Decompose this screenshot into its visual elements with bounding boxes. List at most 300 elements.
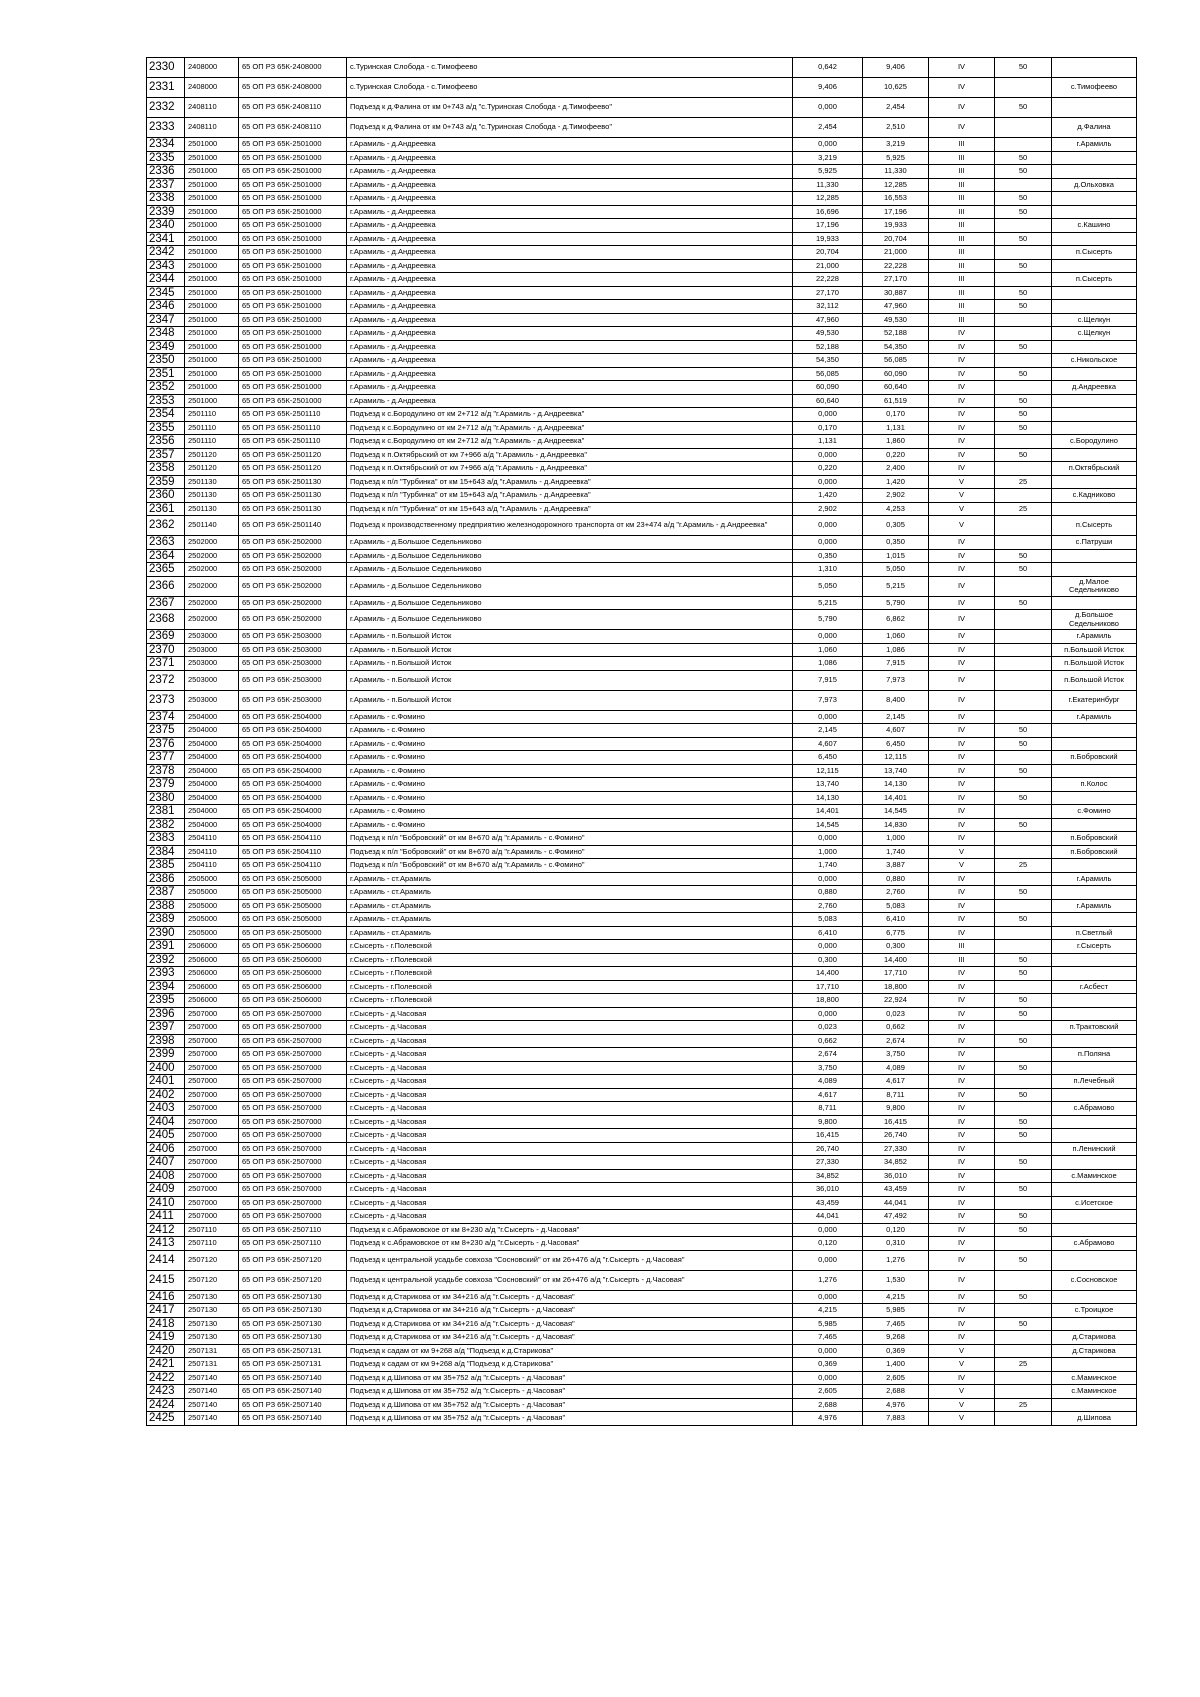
cell-road-category: V <box>929 1385 995 1399</box>
cell-speed-limit <box>995 690 1052 710</box>
cell-road-category: IV <box>929 58 995 78</box>
cell-start-km: 0,000 <box>793 475 863 489</box>
cell-road-category: IV <box>929 630 995 644</box>
table-row <box>147 381 1137 395</box>
cell-speed-limit: 50 <box>995 913 1052 927</box>
cell-end-km: 27,170 <box>863 273 929 287</box>
cell-road-category: III <box>929 259 995 273</box>
table-row <box>147 489 1137 503</box>
table-body <box>147 58 1137 1426</box>
cell-road-name: г.Сысерть - г.Полевской <box>347 940 793 954</box>
cell-row-number: 2373 <box>147 690 185 710</box>
cell-start-km: 0,000 <box>793 940 863 954</box>
cell-end-km: 2,760 <box>863 886 929 900</box>
cell-road-name: г.Арамиль - д.Андреевка <box>347 192 793 206</box>
cell-settlement: п.Бобровский <box>1052 751 1137 765</box>
cell-speed-limit: 25 <box>995 1398 1052 1412</box>
table-row <box>147 576 1137 596</box>
cell-row-number: 2394 <box>147 980 185 994</box>
cell-start-km: 4,215 <box>793 1304 863 1318</box>
cell-speed-limit <box>995 643 1052 657</box>
cell-speed-limit <box>995 1412 1052 1426</box>
table-row <box>147 259 1137 273</box>
cell-road-id-number: 65 ОП РЗ 65К-2504110 <box>239 845 347 859</box>
cell-end-km: 47,960 <box>863 300 929 314</box>
cell-settlement <box>1052 165 1137 179</box>
cell-road-category: V <box>929 1398 995 1412</box>
cell-road-code: 2501000 <box>185 246 239 260</box>
cell-end-km: 4,976 <box>863 1398 929 1412</box>
cell-road-category: IV <box>929 327 995 341</box>
cell-row-number: 2355 <box>147 421 185 435</box>
cell-settlement: с.Кадниково <box>1052 489 1137 503</box>
table-row <box>147 502 1137 516</box>
cell-end-km: 1,860 <box>863 435 929 449</box>
cell-end-km: 18,800 <box>863 980 929 994</box>
cell-start-km: 12,115 <box>793 764 863 778</box>
table-row <box>147 516 1137 536</box>
cell-road-code: 2501140 <box>185 516 239 536</box>
cell-road-category: IV <box>929 1371 995 1385</box>
cell-road-code: 2501000 <box>185 232 239 246</box>
cell-speed-limit <box>995 1102 1052 1116</box>
cell-road-code: 2504110 <box>185 845 239 859</box>
cell-start-km: 22,228 <box>793 273 863 287</box>
cell-road-id-number: 65 ОП РЗ 65К-2503000 <box>239 643 347 657</box>
cell-road-id-number: 65 ОП РЗ 65К-2507000 <box>239 1021 347 1035</box>
table-row <box>147 1210 1137 1224</box>
cell-road-name: Подъезд к с.Бородулино от км 2+712 а/д "г.Арамиль - д.Андреевка" <box>347 421 793 435</box>
cell-speed-limit <box>995 1304 1052 1318</box>
cell-start-km: 1,000 <box>793 845 863 859</box>
table-row <box>147 286 1137 300</box>
cell-speed-limit <box>995 1344 1052 1358</box>
cell-road-id-number: 65 ОП РЗ 65К-2507000 <box>239 1075 347 1089</box>
cell-row-number: 2364 <box>147 549 185 563</box>
cell-row-number: 2416 <box>147 1290 185 1304</box>
cell-row-number: 2402 <box>147 1088 185 1102</box>
table-row <box>147 778 1137 792</box>
cell-end-km: 6,775 <box>863 926 929 940</box>
table-row <box>147 98 1137 118</box>
cell-settlement <box>1052 886 1137 900</box>
cell-road-id-number: 65 ОП РЗ 65К-2505000 <box>239 913 347 927</box>
cell-road-code: 2507000 <box>185 1183 239 1197</box>
cell-road-code: 2504000 <box>185 710 239 724</box>
cell-road-category: IV <box>929 98 995 118</box>
cell-row-number: 2367 <box>147 596 185 610</box>
cell-road-name: Подъезд к д.Шипова от км 35+752 а/д "г.Сысерть - д.Часовая" <box>347 1385 793 1399</box>
cell-road-name: г.Арамиль - п.Большой Исток <box>347 630 793 644</box>
cell-speed-limit <box>995 118 1052 138</box>
cell-settlement: с.Патруши <box>1052 536 1137 550</box>
cell-end-km: 1,060 <box>863 630 929 644</box>
road-register-table <box>146 57 1137 1426</box>
cell-settlement <box>1052 967 1137 981</box>
cell-road-name: г.Арамиль - д.Большое Седельниково <box>347 563 793 577</box>
cell-road-code: 2501000 <box>185 178 239 192</box>
cell-speed-limit: 50 <box>995 259 1052 273</box>
cell-end-km: 5,925 <box>863 151 929 165</box>
cell-road-category: IV <box>929 1270 995 1290</box>
table-row <box>147 435 1137 449</box>
cell-road-id-number: 65 ОП РЗ 65К-2502000 <box>239 610 347 630</box>
cell-road-name: с.Туринская Слобода - с.Тимофеево <box>347 78 793 98</box>
cell-speed-limit <box>995 670 1052 690</box>
cell-end-km: 3,750 <box>863 1048 929 1062</box>
cell-row-number: 2400 <box>147 1061 185 1075</box>
cell-road-code: 2502000 <box>185 576 239 596</box>
cell-start-km: 27,330 <box>793 1156 863 1170</box>
cell-road-id-number: 65 ОП РЗ 65К-2507130 <box>239 1331 347 1345</box>
cell-road-category: IV <box>929 340 995 354</box>
cell-start-km: 8,711 <box>793 1102 863 1116</box>
cell-road-code: 2507110 <box>185 1223 239 1237</box>
cell-row-number: 2404 <box>147 1115 185 1129</box>
table-row <box>147 178 1137 192</box>
cell-road-name: г.Арамиль - с.Фомино <box>347 778 793 792</box>
cell-start-km: 5,985 <box>793 1317 863 1331</box>
cell-end-km: 52,188 <box>863 327 929 341</box>
cell-settlement <box>1052 1061 1137 1075</box>
cell-road-code: 2506000 <box>185 994 239 1008</box>
cell-road-code: 2507140 <box>185 1398 239 1412</box>
cell-road-name: Подъезд к д.Шипова от км 35+752 а/д "г.Сысерть - д.Часовая" <box>347 1398 793 1412</box>
cell-settlement <box>1052 300 1137 314</box>
cell-speed-limit: 50 <box>995 394 1052 408</box>
table-row <box>147 1034 1137 1048</box>
cell-end-km: 0,310 <box>863 1237 929 1251</box>
cell-road-category: IV <box>929 872 995 886</box>
cell-end-km: 2,400 <box>863 462 929 476</box>
cell-road-id-number: 65 ОП РЗ 65К-2504000 <box>239 791 347 805</box>
cell-speed-limit <box>995 381 1052 395</box>
cell-start-km: 5,790 <box>793 610 863 630</box>
cell-row-number: 2360 <box>147 489 185 503</box>
cell-speed-limit <box>995 845 1052 859</box>
cell-end-km: 2,605 <box>863 1371 929 1385</box>
cell-road-name: г.Арамиль - д.Андреевка <box>347 286 793 300</box>
cell-end-km: 13,740 <box>863 764 929 778</box>
cell-settlement <box>1052 1034 1137 1048</box>
cell-speed-limit <box>995 1075 1052 1089</box>
cell-road-code: 2501000 <box>185 381 239 395</box>
cell-settlement <box>1052 563 1137 577</box>
cell-speed-limit <box>995 1385 1052 1399</box>
cell-road-name: Подъезд к п.Октябрьский от км 7+966 а/д "г.Арамиль - д.Андреевка" <box>347 462 793 476</box>
cell-road-id-number: 65 ОП РЗ 65К-2504110 <box>239 832 347 846</box>
table-row <box>147 313 1137 327</box>
cell-road-code: 2507110 <box>185 1237 239 1251</box>
cell-road-category: IV <box>929 818 995 832</box>
cell-settlement: п.Поляна <box>1052 1048 1137 1062</box>
cell-speed-limit: 50 <box>995 286 1052 300</box>
cell-road-id-number: 65 ОП РЗ 65К-2502000 <box>239 563 347 577</box>
cell-road-name: Подъезд к п/л "Турбинка" от км 15+643 а/д "г.Арамиль - д.Андреевка" <box>347 475 793 489</box>
cell-road-category: IV <box>929 1007 995 1021</box>
cell-settlement <box>1052 791 1137 805</box>
cell-end-km: 7,915 <box>863 657 929 671</box>
cell-road-id-number: 65 ОП РЗ 65К-2501130 <box>239 489 347 503</box>
cell-end-km: 5,215 <box>863 576 929 596</box>
cell-start-km: 4,617 <box>793 1088 863 1102</box>
cell-end-km: 4,617 <box>863 1075 929 1089</box>
cell-speed-limit: 50 <box>995 408 1052 422</box>
cell-road-category: IV <box>929 690 995 710</box>
cell-settlement <box>1052 549 1137 563</box>
cell-road-code: 2501000 <box>185 219 239 233</box>
cell-speed-limit: 50 <box>995 151 1052 165</box>
cell-row-number: 2391 <box>147 940 185 954</box>
cell-settlement <box>1052 737 1137 751</box>
cell-settlement: п.Бобровский <box>1052 845 1137 859</box>
cell-start-km: 5,083 <box>793 913 863 927</box>
cell-settlement <box>1052 367 1137 381</box>
cell-road-code: 2504000 <box>185 764 239 778</box>
cell-road-id-number: 65 ОП РЗ 65К-2503000 <box>239 670 347 690</box>
cell-road-name: г.Арамиль - д.Андреевка <box>347 300 793 314</box>
cell-end-km: 0,305 <box>863 516 929 536</box>
table-row <box>147 1398 1137 1412</box>
cell-road-id-number: 65 ОП РЗ 65К-2507000 <box>239 1088 347 1102</box>
cell-road-category: V <box>929 1358 995 1372</box>
cell-row-number: 2418 <box>147 1317 185 1331</box>
cell-road-id-number: 65 ОП РЗ 65К-2408110 <box>239 118 347 138</box>
cell-speed-limit: 50 <box>995 1034 1052 1048</box>
cell-road-code: 2507000 <box>185 1129 239 1143</box>
cell-start-km: 56,085 <box>793 367 863 381</box>
cell-road-category: IV <box>929 118 995 138</box>
cell-road-id-number: 65 ОП РЗ 65К-2501000 <box>239 138 347 152</box>
cell-road-name: г.Сысерть - г.Полевской <box>347 967 793 981</box>
cell-row-number: 2396 <box>147 1007 185 1021</box>
cell-road-name: Подъезд к д.Шипова от км 35+752 а/д "г.Сысерть - д.Часовая" <box>347 1412 793 1426</box>
table-row <box>147 327 1137 341</box>
cell-row-number: 2369 <box>147 630 185 644</box>
cell-settlement <box>1052 1129 1137 1143</box>
cell-row-number: 2352 <box>147 381 185 395</box>
cell-settlement: с.Абрамово <box>1052 1102 1137 1116</box>
cell-row-number: 2411 <box>147 1210 185 1224</box>
cell-road-id-number: 65 ОП РЗ 65К-2507000 <box>239 1156 347 1170</box>
cell-row-number: 2358 <box>147 462 185 476</box>
cell-settlement: с.Маминское <box>1052 1385 1137 1399</box>
cell-road-name: Подъезд к д.Старикова от км 34+216 а/д "г.Сысерть - д.Часовая" <box>347 1304 793 1318</box>
cell-speed-limit <box>995 1331 1052 1345</box>
cell-road-category: IV <box>929 1102 995 1116</box>
cell-road-id-number: 65 ОП РЗ 65К-2504000 <box>239 778 347 792</box>
cell-end-km: 56,085 <box>863 354 929 368</box>
cell-settlement: г.Арамиль <box>1052 710 1137 724</box>
cell-road-category: III <box>929 205 995 219</box>
table-row <box>147 192 1137 206</box>
table-row <box>147 899 1137 913</box>
cell-road-name: Подъезд к д.Шипова от км 35+752 а/д "г.Сысерть - д.Часовая" <box>347 1371 793 1385</box>
cell-road-id-number: 65 ОП РЗ 65К-2507000 <box>239 1129 347 1143</box>
cell-road-name: г.Сысерть - д.Часовая <box>347 1115 793 1129</box>
cell-road-category: IV <box>929 536 995 550</box>
cell-road-name: г.Сысерть - д.Часовая <box>347 1129 793 1143</box>
cell-row-number: 2393 <box>147 967 185 981</box>
table-row <box>147 690 1137 710</box>
table-row <box>147 1007 1137 1021</box>
cell-road-name: г.Арамиль - с.Фомино <box>347 764 793 778</box>
cell-speed-limit <box>995 926 1052 940</box>
table-row <box>147 643 1137 657</box>
cell-road-id-number: 65 ОП РЗ 65К-2505000 <box>239 899 347 913</box>
cell-end-km: 20,704 <box>863 232 929 246</box>
cell-road-code: 2502000 <box>185 549 239 563</box>
cell-speed-limit: 50 <box>995 953 1052 967</box>
cell-start-km: 9,406 <box>793 78 863 98</box>
cell-settlement: с.Троицкое <box>1052 1304 1137 1318</box>
cell-road-name: г.Сысерть - д.Часовая <box>347 1169 793 1183</box>
table-row <box>147 1385 1137 1399</box>
cell-row-number: 2362 <box>147 516 185 536</box>
cell-road-code: 2501000 <box>185 354 239 368</box>
cell-road-name: г.Арамиль - с.Фомино <box>347 724 793 738</box>
cell-end-km: 36,010 <box>863 1169 929 1183</box>
cell-road-id-number: 65 ОП РЗ 65К-2501130 <box>239 475 347 489</box>
cell-settlement: с.Маминское <box>1052 1371 1137 1385</box>
cell-speed-limit: 50 <box>995 596 1052 610</box>
table-row <box>147 421 1137 435</box>
cell-road-code: 2501120 <box>185 448 239 462</box>
cell-start-km: 0,369 <box>793 1358 863 1372</box>
cell-row-number: 2333 <box>147 118 185 138</box>
cell-start-km: 43,459 <box>793 1196 863 1210</box>
cell-settlement: г.Арамиль <box>1052 138 1137 152</box>
cell-end-km: 1,276 <box>863 1250 929 1270</box>
cell-road-code: 2505000 <box>185 913 239 927</box>
cell-road-category: IV <box>929 549 995 563</box>
cell-start-km: 7,973 <box>793 690 863 710</box>
cell-settlement <box>1052 475 1137 489</box>
cell-row-number: 2380 <box>147 791 185 805</box>
cell-start-km: 19,933 <box>793 232 863 246</box>
cell-road-id-number: 65 ОП РЗ 65К-2501000 <box>239 219 347 233</box>
cell-settlement: г.Екатеринбург <box>1052 690 1137 710</box>
table-row <box>147 367 1137 381</box>
cell-end-km: 61,519 <box>863 394 929 408</box>
cell-road-id-number: 65 ОП РЗ 65К-2507110 <box>239 1223 347 1237</box>
cell-road-code: 2507000 <box>185 1196 239 1210</box>
cell-end-km: 14,401 <box>863 791 929 805</box>
cell-row-number: 2340 <box>147 219 185 233</box>
cell-start-km: 2,605 <box>793 1385 863 1399</box>
cell-road-category: V <box>929 502 995 516</box>
cell-road-category: IV <box>929 1048 995 1062</box>
cell-end-km: 54,350 <box>863 340 929 354</box>
cell-start-km: 21,000 <box>793 259 863 273</box>
table-row <box>147 340 1137 354</box>
cell-road-id-number: 65 ОП РЗ 65К-2507131 <box>239 1358 347 1372</box>
cell-road-code: 2408110 <box>185 118 239 138</box>
cell-speed-limit: 50 <box>995 232 1052 246</box>
cell-row-number: 2401 <box>147 1075 185 1089</box>
cell-road-code: 2501110 <box>185 421 239 435</box>
cell-settlement <box>1052 1250 1137 1270</box>
cell-speed-limit: 50 <box>995 205 1052 219</box>
cell-start-km: 36,010 <box>793 1183 863 1197</box>
cell-road-category: III <box>929 138 995 152</box>
table-row <box>147 1270 1137 1290</box>
cell-road-id-number: 65 ОП РЗ 65К-2501130 <box>239 502 347 516</box>
cell-road-name: Подъезд к п.Октябрьский от км 7+966 а/д "г.Арамиль - д.Андреевка" <box>347 448 793 462</box>
cell-end-km: 22,924 <box>863 994 929 1008</box>
cell-road-code: 2503000 <box>185 630 239 644</box>
table-row <box>147 967 1137 981</box>
table-row <box>147 1304 1137 1318</box>
cell-road-name: г.Арамиль - д.Андреевка <box>347 219 793 233</box>
table-row <box>147 1237 1137 1251</box>
cell-road-code: 2501000 <box>185 367 239 381</box>
cell-road-name: г.Арамиль - д.Большое Седельниково <box>347 610 793 630</box>
cell-road-code: 2507130 <box>185 1304 239 1318</box>
cell-end-km: 0,170 <box>863 408 929 422</box>
cell-road-code: 2501000 <box>185 313 239 327</box>
cell-road-code: 2507120 <box>185 1270 239 1290</box>
cell-end-km: 22,228 <box>863 259 929 273</box>
cell-road-category: V <box>929 859 995 873</box>
cell-road-code: 2506000 <box>185 940 239 954</box>
cell-road-category: III <box>929 178 995 192</box>
cell-start-km: 16,696 <box>793 205 863 219</box>
cell-end-km: 11,330 <box>863 165 929 179</box>
cell-road-id-number: 65 ОП РЗ 65К-2501000 <box>239 259 347 273</box>
cell-settlement: с.Тимофеево <box>1052 78 1137 98</box>
cell-end-km: 0,369 <box>863 1344 929 1358</box>
cell-road-name: г.Арамиль - ст.Арамиль <box>347 872 793 886</box>
cell-road-category: IV <box>929 764 995 778</box>
table-row <box>147 980 1137 994</box>
cell-road-name: г.Сысерть - д.Часовая <box>347 1142 793 1156</box>
cell-road-category: IV <box>929 994 995 1008</box>
cell-road-category: IV <box>929 832 995 846</box>
cell-row-number: 2371 <box>147 657 185 671</box>
table-row <box>147 859 1137 873</box>
cell-road-id-number: 65 ОП РЗ 65К-2501000 <box>239 286 347 300</box>
cell-start-km: 0,000 <box>793 630 863 644</box>
cell-road-category: IV <box>929 1156 995 1170</box>
cell-road-category: IV <box>929 354 995 368</box>
cell-speed-limit: 50 <box>995 1223 1052 1237</box>
cell-road-id-number: 65 ОП РЗ 65К-2507000 <box>239 1102 347 1116</box>
cell-road-code: 2507140 <box>185 1371 239 1385</box>
cell-road-name: г.Сысерть - д.Часовая <box>347 1075 793 1089</box>
cell-road-category: IV <box>929 408 995 422</box>
cell-settlement <box>1052 1223 1137 1237</box>
cell-end-km: 26,740 <box>863 1129 929 1143</box>
cell-row-number: 2350 <box>147 354 185 368</box>
cell-end-km: 2,454 <box>863 98 929 118</box>
cell-speed-limit: 50 <box>995 1061 1052 1075</box>
cell-end-km: 3,219 <box>863 138 929 152</box>
table-row <box>147 138 1137 152</box>
cell-speed-limit: 25 <box>995 502 1052 516</box>
cell-road-id-number: 65 ОП РЗ 65К-2507140 <box>239 1371 347 1385</box>
cell-road-name: Подъезд к д.Фалина от км 0+743 а/д "с.Туринская Слобода - д.Тимофеево" <box>347 98 793 118</box>
cell-speed-limit <box>995 610 1052 630</box>
cell-row-number: 2407 <box>147 1156 185 1170</box>
cell-road-id-number: 65 ОП РЗ 65К-2507131 <box>239 1344 347 1358</box>
cell-speed-limit: 50 <box>995 300 1052 314</box>
cell-start-km: 2,688 <box>793 1398 863 1412</box>
cell-speed-limit <box>995 246 1052 260</box>
cell-road-id-number: 65 ОП РЗ 65К-2501000 <box>239 178 347 192</box>
cell-road-code: 2501120 <box>185 462 239 476</box>
table-row <box>147 448 1137 462</box>
